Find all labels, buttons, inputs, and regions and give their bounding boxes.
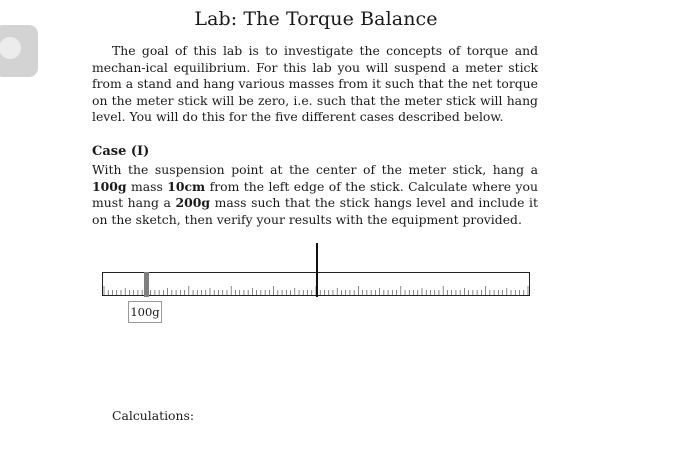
mass-label-100g: 100g: [128, 301, 162, 323]
intro-paragraph: [92, 43, 538, 126]
case-run: mass: [126, 178, 168, 194]
case-run: With the suspension point at the center of the meter stick, hang a: [92, 162, 538, 177]
case-run: 200g: [175, 195, 211, 211]
mass-hanger: [144, 272, 149, 297]
case-run: from the left edge of the stick. Calculate where you must hang a: [92, 178, 538, 211]
case-run: 100g: [92, 178, 127, 194]
case-run: mass such that the stick hangs level and include it on the sketch, then verify your results with the equipment provided.: [92, 195, 538, 227]
scroll-handle-icon[interactable]: [0, 25, 38, 77]
case-heading: Case (I): [92, 144, 150, 159]
suspension-point: [316, 243, 318, 297]
case-description: [92, 162, 538, 228]
scroll-handle-knob: [0, 37, 21, 59]
intro-run: The goal of this lab is to investigate the concepts of torque and mechan-ical equilibrium. For this lab you will suspend a meter stick from a stand and hang various masses from it such that the net torque on the meter stick will be zero, i.e. such that the meter stick will hang level. You will do this for the five different cases described below.: [92, 43, 538, 125]
page-title: Lab: The Torque Balance: [194, 8, 438, 30]
case-run: 10cm: [167, 178, 206, 194]
calculations-label: Calculations:: [112, 408, 195, 423]
